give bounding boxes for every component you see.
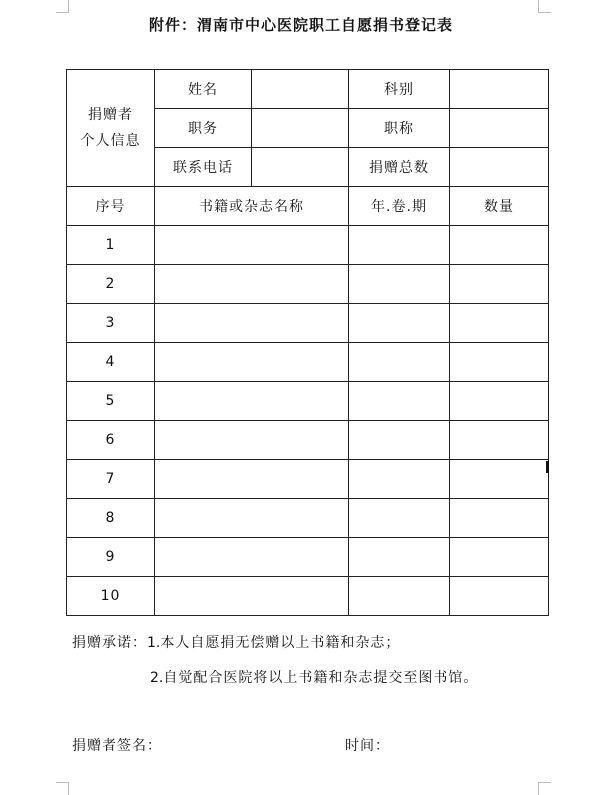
donor-label-line2: 个人信息: [80, 133, 141, 149]
row-number: 2: [67, 265, 155, 304]
quantity-cell[interactable]: [450, 460, 549, 499]
quantity-cell[interactable]: [450, 421, 549, 460]
pledge-line-1: [72, 632, 400, 652]
book-name-cell[interactable]: [155, 226, 349, 265]
quantity-cell[interactable]: [450, 538, 549, 577]
name-label: 姓名: [155, 70, 252, 109]
book-name-cell[interactable]: [155, 499, 349, 538]
pledge-line-2: [150, 667, 478, 687]
issue-cell[interactable]: [349, 343, 450, 382]
row-number: 3: [67, 304, 155, 343]
crop-mark-bottom-left: [56, 782, 69, 795]
issue-cell[interactable]: [349, 499, 450, 538]
issue-cell[interactable]: [349, 538, 450, 577]
row-number: 10: [67, 577, 155, 616]
total-field[interactable]: [450, 148, 549, 187]
book-name-cell[interactable]: [155, 538, 349, 577]
quantity-cell[interactable]: [450, 265, 549, 304]
item-row: [67, 343, 549, 382]
quantity-cell[interactable]: [450, 226, 549, 265]
book-name-cell[interactable]: [155, 265, 349, 304]
name-field[interactable]: [252, 70, 349, 109]
row-number: 8: [67, 499, 155, 538]
quantity-cell[interactable]: [450, 382, 549, 421]
title-field[interactable]: [450, 109, 549, 148]
issue-cell[interactable]: [349, 421, 450, 460]
book-name-cell[interactable]: [155, 343, 349, 382]
quantity-cell[interactable]: [450, 343, 549, 382]
item-rows: [67, 226, 549, 616]
document-title: 附件：渭南市中心医院职工自愿捐书登记表: [148, 16, 453, 34]
pledge-item1-text: 本人自愿捐无偿赠以上书籍和杂志；: [160, 635, 401, 651]
phone-label: 联系电话: [155, 148, 252, 187]
book-name-cell[interactable]: [155, 577, 349, 616]
dept-field[interactable]: [450, 70, 549, 109]
row-number: 6: [67, 421, 155, 460]
issue-cell[interactable]: [349, 577, 450, 616]
item-row: [67, 577, 549, 616]
book-name-cell[interactable]: [155, 304, 349, 343]
book-name-cell[interactable]: [155, 382, 349, 421]
row-number: 7: [67, 460, 155, 499]
issue-cell[interactable]: [349, 382, 450, 421]
position-field[interactable]: [252, 109, 349, 148]
col-header-book-name: 书籍或杂志名称: [155, 187, 349, 226]
column-header-row: [67, 187, 549, 226]
item-row: [67, 382, 549, 421]
pledge-item2-num: 2.: [150, 670, 164, 686]
pledge-item1-num: 1.: [147, 635, 161, 651]
issue-cell[interactable]: [349, 226, 450, 265]
crop-mark-bottom-right: [538, 782, 551, 795]
book-name-cell[interactable]: [155, 421, 349, 460]
issue-cell[interactable]: [349, 265, 450, 304]
signature-label: 捐赠者签名：: [72, 738, 162, 754]
book-name-cell[interactable]: [155, 460, 349, 499]
item-row: [67, 460, 549, 499]
row-number: 4: [67, 343, 155, 382]
donor-info-group-label: [67, 70, 155, 187]
row-number: 5: [67, 382, 155, 421]
info-row-name: [67, 70, 549, 109]
col-header-quantity: 数量: [450, 187, 549, 226]
donation-form-table: [66, 69, 549, 616]
cursor-mark: [546, 461, 549, 473]
crop-mark-top-right: [538, 0, 551, 13]
title-label: 职称: [349, 109, 450, 148]
pledge-item2-text: 自觉配合医院将以上书籍和杂志提交至图书馆。: [163, 670, 479, 686]
donor-label-line1: 捐赠者: [88, 107, 133, 123]
item-row: [67, 421, 549, 460]
crop-mark-top-left: [56, 0, 69, 13]
quantity-cell[interactable]: [450, 304, 549, 343]
pledge-label: 捐赠承诺：: [72, 635, 147, 651]
item-row: [67, 265, 549, 304]
issue-cell[interactable]: [349, 460, 450, 499]
quantity-cell[interactable]: [450, 577, 549, 616]
item-row: [67, 226, 549, 265]
row-number: 1: [67, 226, 155, 265]
phone-field[interactable]: [252, 148, 349, 187]
item-row: [67, 538, 549, 577]
row-number: 9: [67, 538, 155, 577]
item-row: [67, 499, 549, 538]
col-header-issue: 年.卷.期: [349, 187, 450, 226]
quantity-cell[interactable]: [450, 499, 549, 538]
col-header-seq: 序号: [67, 187, 155, 226]
item-row: [67, 304, 549, 343]
total-label: 捐赠总数: [349, 148, 450, 187]
position-label: 职务: [155, 109, 252, 148]
time-label: 时间：: [345, 738, 390, 754]
issue-cell[interactable]: [349, 304, 450, 343]
dept-label: 科别: [349, 70, 450, 109]
